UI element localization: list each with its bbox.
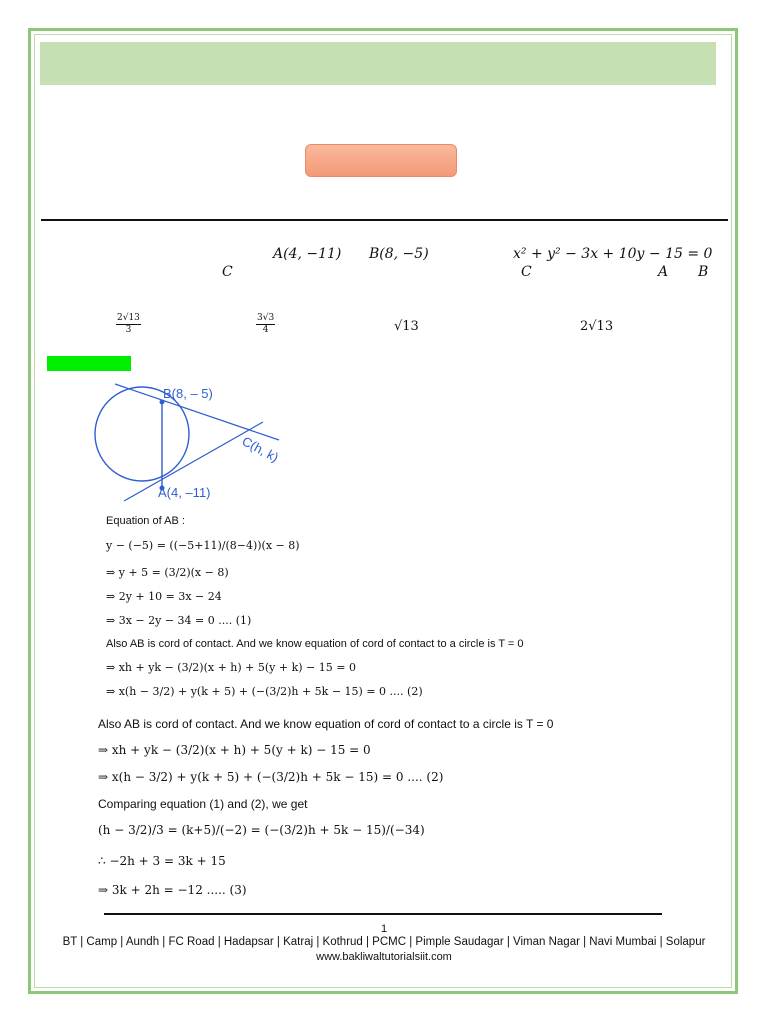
tangent-figure [93, 380, 293, 505]
title-pill [305, 144, 457, 177]
solution-line: (h − 3/2)/3 = (k+5)/(−2) = (−(3/2)h + 5k − 15)/(−34) [98, 823, 425, 837]
solution-line: Equation of AB : [106, 515, 185, 527]
symbol-b: B [698, 264, 709, 280]
header-band [40, 42, 716, 85]
solution-line: Also AB is cord of contact. And we know equation of cord of contact to a circle is T = 0 [106, 638, 524, 650]
symbol-a: A [658, 264, 669, 280]
circle-shape [95, 387, 189, 481]
solution-line: ⇒ x(h − 3/2) + y(k + 5) + (−(3/2)h + 5k − 15) = 0 .... (2) [106, 685, 423, 698]
figure-label-c: C(h, k) [239, 433, 282, 465]
option-2-numerator: 3√3 [257, 313, 275, 323]
solution-line: ⇒ 2y + 10 = 3x − 24 [106, 590, 222, 603]
solution-line: y − (−5) = ((−5+11)/(8−4))(x − 8) [106, 539, 300, 552]
page-number: 1 [380, 923, 388, 935]
page-border-inner [34, 34, 732, 988]
circle-equation: x² + y² − 3x + 10y − 15 = 0 [513, 246, 713, 262]
solution-line: ⇒ 3k + 2h = −12 ..... (3) [98, 883, 247, 897]
solution-line: ∴ −2h + 3 = 3k + 15 [98, 854, 226, 868]
footer-branches: BT | Camp | Aundh | FC Road | Hadapsar | Katraj | Kothrud | PCMC | Pimple Saudagar | Viman Nagar | Navi Mumbai | Solapur [62, 936, 706, 948]
point-b-label: B(8, −5) [369, 246, 429, 262]
option-1-numerator: 2√13 [117, 313, 140, 323]
solution-line: ⇒ xh + yk − (3/2)(x + h) + 5(y + k) − 15 = 0 [106, 661, 356, 674]
symbol-c: C [521, 264, 532, 280]
solution-line: ⇒ y + 5 = (3/2)(x − 8) [106, 566, 229, 579]
solution-line: Comparing equation (1) and (2), we get [98, 797, 308, 811]
figure-label-b: B(8, – 5) [163, 386, 213, 401]
option-2-denominator: 4 [262, 325, 269, 335]
option-3[interactable]: √13 [394, 319, 419, 334]
figure-label-a: A(4, –11) [158, 485, 211, 500]
option-1[interactable] [116, 313, 141, 336]
solution-tag [47, 356, 131, 371]
footer-rule [104, 913, 662, 915]
solution-line: ⇒ x(h − 3/2) + y(k + 5) + (−(3/2)h + 5k − 15) = 0 .... (2) [98, 770, 444, 784]
option-1-denominator: 3 [125, 325, 132, 335]
header-rule [41, 219, 728, 221]
solution-line: Also AB is cord of contact. And we know equation of cord of contact to a circle is T = 0 [98, 717, 554, 731]
option-2[interactable] [256, 313, 275, 336]
solution-line: ⇒ 3x − 2y − 34 = 0 .... (1) [106, 614, 252, 627]
footer-url[interactable]: www.bakliwaltutorialsiit.com [316, 951, 452, 963]
option-4[interactable]: 2√13 [580, 319, 614, 334]
solution-line: ⇒ xh + yk − (3/2)(x + h) + 5(y + k) − 15 = 0 [98, 743, 371, 757]
point-a-label: A(4, −11) [273, 246, 342, 262]
symbol-c: C [222, 264, 233, 280]
